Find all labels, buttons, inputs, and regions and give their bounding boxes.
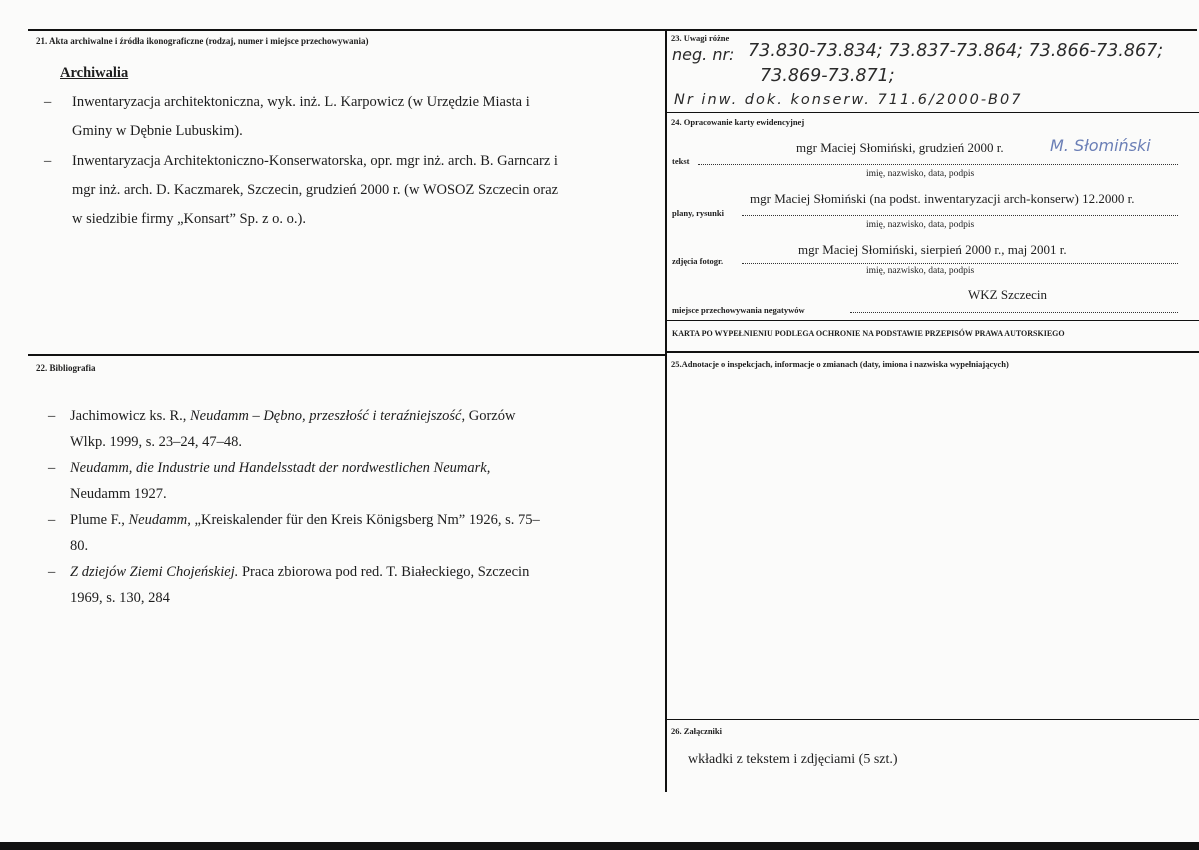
zdjecia-dotted-line: [742, 263, 1178, 264]
bib-item-4-title: Z dziejów Ziemi Chojeńskiej.: [70, 564, 239, 580]
archive-item-2-line-3: w siedzibie firmy „Konsart” Sp. z o. o.).: [72, 211, 306, 227]
bib-item-1-title: Neudamm – Dębno, przeszłość i teraźniejszość: [190, 408, 462, 424]
section-25-header: 25.Adnotacje o inspekcjach, informacje o zmianach (daty, imiona i nazwiska wypełniających): [671, 359, 1009, 369]
bib-item-2-line-2: Neudamm 1927.: [70, 486, 167, 502]
grid-right-middle-line: [666, 351, 1199, 353]
section-22-header: 22. Bibliografia: [36, 363, 96, 373]
archive-item-2-line-1: Inwentaryzacja Architektoniczno-Konserwatorska, opr. mgr inż. arch. B. Garncarz i: [72, 153, 558, 169]
copyright-notice: KARTA PO WYPEŁNIENIU PODLEGA OCHRONIE NA PODSTAWIE PRZEPISÓW PRAWA AUTORSKIEGO: [672, 329, 1065, 338]
bib-item-3-author: Plume F.,: [70, 512, 129, 528]
bib-item-3-line-1: [70, 507, 540, 533]
plany-caption: imię, nazwisko, data, podpis: [866, 220, 975, 230]
archiwalia-title: Archiwalia: [60, 65, 129, 81]
archive-item-2-line-2: mgr inż. arch. D. Kaczmarek, Szczecin, grudzień 2000 r. (w WOSOZ Szczecin oraz: [72, 182, 559, 198]
section-23-header: 23. Uwagi różne: [671, 33, 730, 43]
grid-s23-s24-line: [666, 112, 1199, 113]
grid-s25-s26-line: [666, 719, 1199, 720]
miejsce-value: WKZ Szczecin: [968, 287, 1048, 302]
tekst-dotted-line: [698, 164, 1178, 165]
grid-left-middle-line: [28, 354, 666, 356]
bib-item-3-title: Neudamm: [128, 512, 188, 528]
bib-item-1-author: Jachimowicz ks. R.,: [70, 408, 191, 424]
bib-item-3-dash: –: [48, 512, 56, 528]
bib-item-1-place: , Gorzów: [461, 408, 516, 424]
inventory-number-handwritten: Nr inw. dok. konserw. 711.6/2000-B07: [674, 92, 1023, 108]
zdjecia-author-value: mgr Maciej Słomiński, sierpień 2000 r., maj 2001 r.: [798, 242, 1067, 257]
zdjecia-caption: imię, nazwisko, data, podpis: [866, 266, 975, 276]
negative-numbers-line-2: 73.869-73.871;: [760, 66, 895, 86]
grid-notice-line: [666, 320, 1199, 321]
bib-item-1-line-2: Wlkp. 1999, s. 23–24, 47–48.: [70, 434, 242, 450]
tekst-signature: M. Słomiński: [1050, 136, 1151, 155]
grid-center-divider: [665, 29, 667, 792]
bib-item-4-dash: –: [48, 564, 56, 580]
bib-item-4-line-1: [70, 559, 529, 585]
plany-label: plany, rysunki: [672, 208, 724, 218]
bib-item-4-rest: Praca zbiorowa pod red. T. Białeckiego, Szczecin: [238, 564, 530, 580]
zdjecia-label: zdjęcia fotogr.: [672, 256, 724, 266]
plany-author-value: mgr Maciej Słomiński (na podst. inwentaryzacji arch-konserw) 12.2000 r.: [750, 191, 1135, 206]
attachments-value: wkładki z tekstem i zdjęciami (5 szt.): [688, 752, 898, 767]
bib-item-3-line-2: 80.: [70, 538, 89, 554]
tekst-author-value: mgr Maciej Słomiński, grudzień 2000 r.: [796, 140, 1004, 155]
paper-top-edge: [0, 0, 1199, 28]
tekst-label: tekst: [672, 156, 690, 166]
bib-item-1-dash: –: [48, 408, 56, 424]
archive-item-1-line-1: Inwentaryzacja architektoniczna, wyk. inż. L. Karpowicz (w Urzędzie Miasta i: [72, 94, 530, 110]
section-26-header: 26. Załączniki: [671, 726, 723, 736]
section-21-header: 21. Akta archiwalne i źródła ikonograficzne (rodzaj, numer i miejsce przechowywania): [36, 36, 369, 46]
plany-dotted-line: [742, 215, 1178, 216]
negative-numbers-line-1: 73.830-73.834; 73.837-73.864; 73.866-73.867;: [748, 41, 1164, 61]
tekst-caption: imię, nazwisko, data, podpis: [866, 169, 975, 179]
archive-item-1-line-2: Gminy w Dębnie Lubuskim).: [72, 123, 243, 139]
miejsce-dotted-line: [850, 312, 1178, 313]
archive-item-2-dash: –: [44, 153, 52, 169]
bib-item-2-dash: –: [48, 460, 56, 476]
paper-bottom-edge: [0, 842, 1199, 850]
negative-numbers-prefix: neg. nr:: [672, 45, 735, 64]
section-24-header: 24. Opracowanie karty ewidencyjnej: [671, 117, 805, 127]
bib-item-1-line-1: [70, 403, 636, 429]
grid-top-line: [28, 29, 1197, 31]
bib-item-2-line-1: Neudamm, die Industrie und Handelsstadt der nordwestlichen Neumark,: [70, 460, 491, 476]
miejsce-label: miejsce przechowywania negatywów: [672, 305, 805, 315]
bib-item-4-line-2: 1969, s. 130, 284: [70, 590, 170, 606]
bib-item-3-rest: , „Kreiskalender für den Kreis Königsberg Nm” 1926, s. 75–: [187, 512, 540, 528]
archive-item-1-dash: –: [44, 94, 52, 110]
